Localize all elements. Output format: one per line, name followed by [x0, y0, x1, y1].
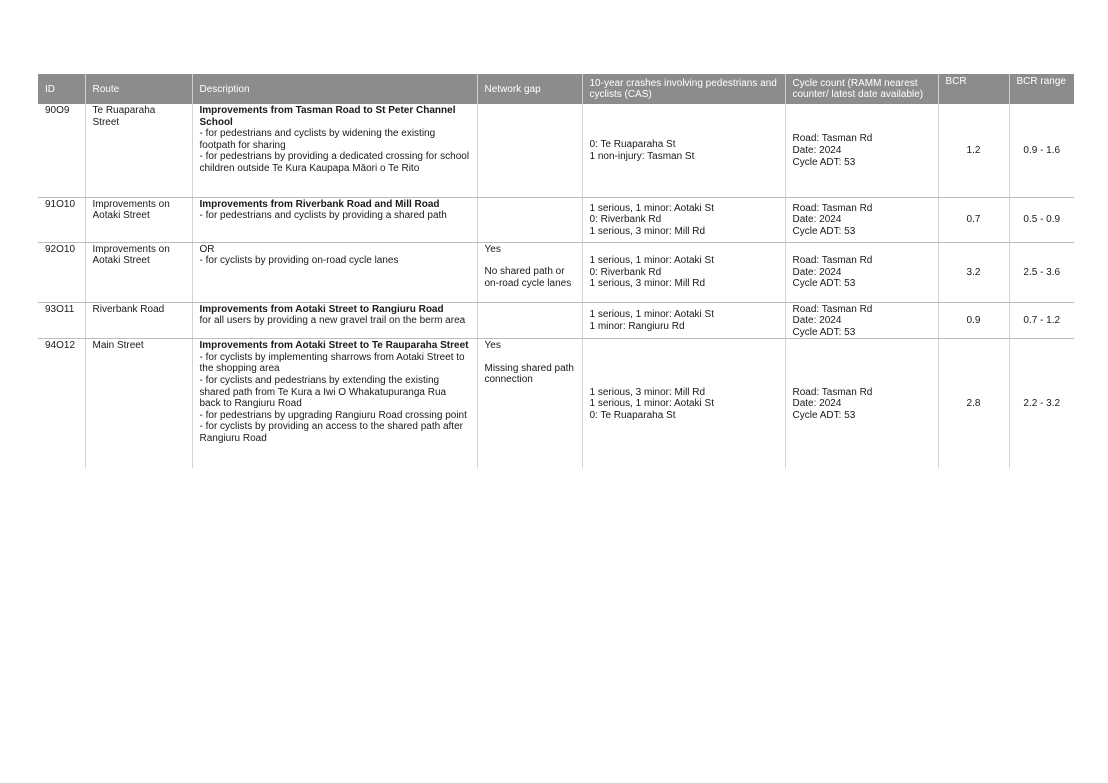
network-gap-line: Missing shared path connection — [484, 362, 574, 386]
description-line: - for pedestrians and cyclists by providing a shared path — [199, 210, 447, 222]
crash-line: 1 serious, 3 minor: Mill Rd — [589, 386, 706, 398]
cell-description — [192, 197, 477, 242]
cell-crashes — [582, 302, 785, 339]
crash-line: 1 serious, 1 minor: Aotaki St — [589, 202, 715, 214]
cell-network-gap — [477, 302, 582, 339]
cell-crashes — [582, 339, 785, 468]
table-row — [38, 242, 1074, 302]
count-line: Cycle ADT: 53 — [792, 409, 856, 421]
crash-line: 1 serious, 3 minor: Mill Rd — [589, 278, 706, 290]
network-gap-line: No shared path or on-road cycle lanes — [484, 266, 572, 289]
cell-bcr: 3.2 — [938, 242, 1009, 302]
cell-bcr: 0.7 — [938, 197, 1009, 242]
cell-network-gap — [477, 197, 582, 242]
cell-description — [192, 242, 477, 302]
cell-id: 90O9 — [38, 104, 85, 197]
cell-route: Main Street — [85, 339, 192, 468]
cell-description — [192, 104, 477, 197]
network-gap-line: Yes — [484, 243, 501, 255]
crash-line: 0: Te Ruaparaha St — [589, 409, 676, 421]
crash-line: 0: Riverbank Rd — [589, 266, 662, 278]
description-title: Improvements from Riverbank Road and Mill Road — [199, 198, 440, 210]
cell-crashes — [582, 197, 785, 242]
cell-cycle-count — [785, 104, 938, 197]
count-line: Road: Tasman Rd — [792, 255, 873, 267]
description-line: - for cyclists by providing on-road cycle lanes — [199, 255, 399, 267]
cell-route: Te Ruaparaha Street — [85, 104, 192, 197]
cell-crashes — [582, 242, 785, 302]
description-line: for all users by providing a new gravel trail on the berm area — [199, 315, 466, 327]
cell-id: 91O10 — [38, 197, 85, 242]
table-row — [38, 302, 1074, 339]
count-line: Date: 2024 — [792, 144, 842, 156]
description-line: - for cyclists and pedestrians by extending the existing shared path from Te Kura a Iwi O Whakatupuranga Rua back to Rangiuru Road — [199, 375, 447, 410]
header-crashes: 10-year crashes involving pedestrians and cyclists (CAS) — [582, 74, 785, 104]
description-title: Improvements from Tasman Road to St Peter Channel School — [199, 105, 456, 128]
cell-cycle-count — [785, 339, 938, 468]
count-line: Road: Tasman Rd — [792, 303, 873, 315]
header-cycle-count: Cycle count (RAMM nearest counter/ latest date available) — [785, 74, 938, 104]
count-line: Road: Tasman Rd — [792, 386, 873, 398]
cell-route: Riverbank Road — [85, 302, 192, 339]
cell-bcr: 1.2 — [938, 104, 1009, 197]
description-line: - for cyclists by implementing sharrows from Aotaki Street to the shopping area — [199, 351, 465, 375]
cell-route: Improvements on Aotaki Street — [85, 242, 192, 302]
count-line: Cycle ADT: 53 — [792, 326, 856, 338]
crash-line: 1 non-injury: Tasman St — [589, 150, 695, 162]
table-row — [38, 197, 1074, 242]
count-line: Cycle ADT: 53 — [792, 278, 856, 290]
cell-cycle-count — [785, 197, 938, 242]
cell-bcr-range: 0.7 - 1.2 — [1009, 302, 1074, 339]
header-network-gap: Network gap — [477, 74, 582, 104]
cell-cycle-count — [785, 302, 938, 339]
cell-crashes — [582, 104, 785, 197]
count-line: Date: 2024 — [792, 398, 842, 410]
cell-network-gap — [477, 339, 582, 468]
cell-bcr-range: 0.5 - 0.9 — [1009, 197, 1074, 242]
description-line: - for pedestrians by providing a dedicated crossing for school children outside Te Kura Kaupapa Māori o Te Rito — [199, 151, 470, 174]
projects-table — [38, 74, 1074, 468]
description-line: - for cyclists by providing an access to the shared path after Rangiuru Road — [199, 421, 463, 445]
header-id: ID — [38, 74, 85, 104]
description-line: - for pedestrians by upgrading Rangiuru Road crossing point — [199, 409, 467, 421]
cell-bcr-range: 2.2 - 3.2 — [1009, 339, 1074, 468]
header-bcr-range: BCR range — [1009, 74, 1074, 104]
cell-route: Improvements on Aotaki Street — [85, 197, 192, 242]
count-line: Date: 2024 — [792, 266, 842, 278]
table-row — [38, 104, 1074, 197]
cell-bcr: 0.9 — [938, 302, 1009, 339]
crash-line: 0: Te Ruaparaha St — [589, 139, 676, 151]
cell-bcr-range: 2.5 - 3.6 — [1009, 242, 1074, 302]
description-line: - for pedestrians and cyclists by widening the existing footpath for sharing — [199, 128, 436, 151]
crash-line: 0: Riverbank Rd — [589, 214, 662, 226]
description-line: OR — [199, 243, 215, 255]
description-title: Improvements from Aotaki Street to Te Rauparaha Street — [199, 340, 469, 352]
cell-id: 92O10 — [38, 242, 85, 302]
cell-description — [192, 339, 477, 468]
count-line: Cycle ADT: 53 — [792, 225, 856, 237]
header-route: Route — [85, 74, 192, 104]
network-gap-line: Yes — [484, 340, 501, 352]
table-row — [38, 339, 1074, 468]
header-description: Description — [192, 74, 477, 104]
cell-bcr: 2.8 — [938, 339, 1009, 468]
crash-line: 1 minor: Rangiuru Rd — [589, 320, 685, 332]
count-line: Date: 2024 — [792, 315, 842, 327]
header-row — [38, 74, 1074, 104]
cell-network-gap — [477, 104, 582, 197]
crash-line: 1 serious, 1 minor: Aotaki St — [589, 255, 715, 267]
crash-line: 1 serious, 3 minor: Mill Rd — [589, 225, 706, 237]
cell-id: 93O11 — [38, 302, 85, 339]
count-line: Date: 2024 — [792, 214, 842, 226]
count-line: Road: Tasman Rd — [792, 133, 873, 145]
header-bcr: BCR — [938, 74, 1009, 104]
cell-bcr-range: 0.9 - 1.6 — [1009, 104, 1074, 197]
crash-line: 1 serious, 1 minor: Aotaki St — [589, 398, 715, 410]
cell-cycle-count — [785, 242, 938, 302]
cell-id: 94O12 — [45, 340, 76, 352]
cell-description — [192, 302, 477, 339]
count-line: Road: Tasman Rd — [792, 202, 873, 214]
count-line: Cycle ADT: 53 — [792, 156, 856, 168]
description-title: Improvements from Aotaki Street to Rangiuru Road — [199, 303, 444, 315]
cell-network-gap — [477, 242, 582, 302]
crash-line: 1 serious, 1 minor: Aotaki St — [589, 309, 715, 321]
